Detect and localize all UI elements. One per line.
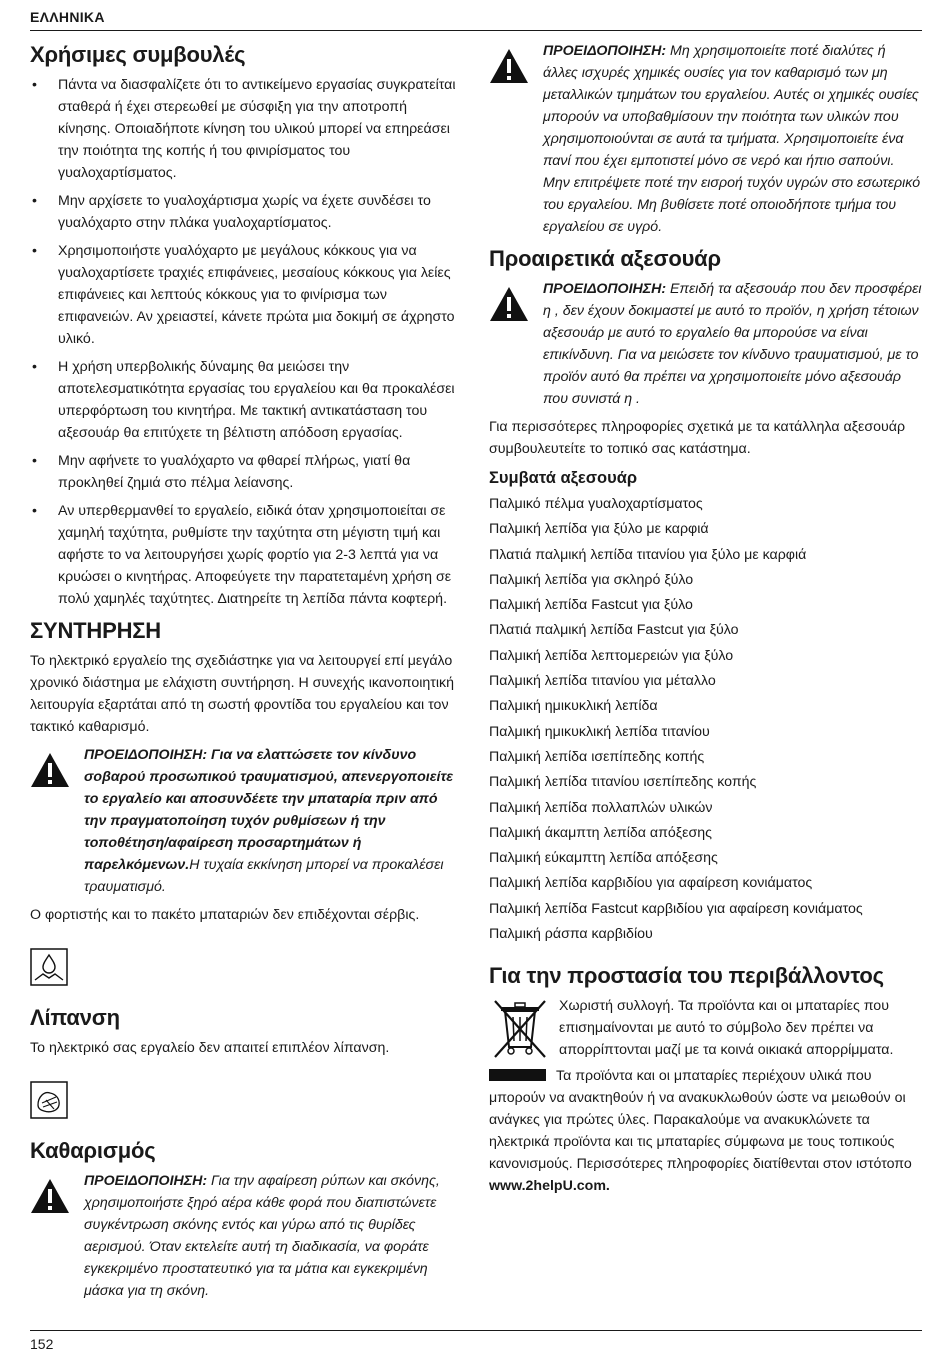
environment-text-2: Τα προϊόντα και οι μπαταρίες περιέχουν υλικά που μπορούν να ανακτηθούν ή να ανακυκλωθούν ώστε να μειωθούν οι ανάγκες για πρώτες ύλες. Παρακαλούμε να ανακυκλώνετε τα ηλεκτρικά προϊόντα και τις μπαταρίες σύμφωνα με τους τοπικούς κανονισμούς. Περισσότερες πληροφορίες διατίθενται στον ιστότοπο www.2helpU.com.	[489, 1068, 912, 1195]
list-item: Παλμική εύκαμπτη λεπίδα απόξεσης	[489, 850, 718, 867]
list-item: Παλμική λεπίδα ισεπίπεδης κοπής	[489, 748, 705, 765]
left-column	[30, 36, 462, 1308]
list-item: Παλμική λεπίδα Fastcut καρβιδίου για αφαίρεση κονιάματος	[489, 900, 863, 917]
list-item: Παλμική ράσπα καρβιδίου	[489, 926, 653, 943]
environment-text-1: Χωριστή συλλογή. Τα προϊόντα και οι μπαταρίες που επισημαίνονται με αυτό το σύμβολο δεν πρέπει να απορρίπτονται μαζί με τα κοινά οικιακά απορρίμματα.	[559, 998, 894, 1059]
bullet-icon: •	[32, 503, 37, 519]
list-item: Πλατιά παλμική λεπίδα Fastcut για ξύλο	[489, 622, 739, 639]
right-column	[489, 36, 923, 1203]
accessories-info: Για περισσότερες πληροφορίες σχετικά με τα κατάλληλα αξεσουάρ συμβουλευτείτε το τοπικό σας κατάστημα.	[489, 419, 906, 457]
list-item: • Πάντα να διασφαλίζετε ότι το αντικείμενο εργασίας συγκρατείται σταθερά ή έχει στερεωθεί με σύσφιξη για την αποτροπή κίνησης. Οποιαδήποτε κίνηση του υλικού μπορεί να επηρεάσει την ποιότητα της κοπής ή του φινιρίσματος του γυαλοχαρτίσματος.	[30, 74, 462, 184]
crossed-bin-icon	[489, 997, 551, 1059]
list-item: Πλατιά παλμική λεπίδα τιτανίου για ξύλο με καρφιά	[489, 546, 807, 563]
page-number: 152	[30, 1336, 54, 1352]
charger-text: Ο φορτιστής και το πακέτο μπαταριών δεν επιδέχονται σέρβις.	[30, 907, 420, 923]
compatible-title: Συμβατά αξεσουάρ	[489, 469, 638, 487]
list-item: • Χρησιμοποιήστε γυαλόχαρτο με μεγάλους κόκκους για να γυαλοχαρτίσετε τραχιές επιφάνειες, μεσαίους κόκκους για λείες επιφάνειες και λεπτούς κόκκους για το φινίρισμα των επιφανειών. Αν χρειαστεί, κάνετε πρώτα μια δοκιμή σε άχρηστο υλικό.	[30, 240, 462, 350]
accessories-title: Προαιρετικά αξεσουάρ	[489, 246, 721, 271]
list-item: Παλμική λεπίδα για ξύλο με καρφιά	[489, 521, 709, 538]
list-item: • Μην αφήνετε το γυαλόχαρτο να φθαρεί πλήρως, γιατί θα προκληθεί ζημιά στο πέλμα λείανσης.	[30, 450, 462, 494]
maintenance-text: Το ηλεκτρικό εργαλείο της σχεδιάστηκε για να λειτουργεί επί μεγάλο χρονικό διάστημα με ελάχιστη συντήρηση. Η συνεχής ικανοποιητική λειτουργία εξαρτάται από τη σωστή φροντίδα του εργαλείου και τον τακτικό καθαρισμό.	[30, 653, 455, 735]
compatible-list	[489, 492, 923, 947]
list-item: • Μην αρχίσετε το γυαλοχάρτισμα χωρίς να έχετε συνδέσει το γυαλόχαρτο στην πλάκα γυαλοχαρτίσματος.	[30, 190, 462, 234]
website-link[interactable]: www.2helpU.com.	[489, 1178, 610, 1195]
environment-title: Για την προστασία του περιβάλλοντος	[489, 963, 884, 989]
bullet-icon: •	[32, 243, 37, 259]
tips-title: Χρήσιμες συμβουλές	[30, 42, 246, 67]
list-item: Παλμική λεπίδα για σκληρό ξύλο	[489, 571, 694, 588]
warning-icon	[489, 48, 529, 84]
header-rule	[30, 30, 922, 31]
list-item: Παλμική λεπίδα τιτανίου για μέταλλο	[489, 673, 716, 690]
accessories-warning: ΠΡΟΕΙΔΟΠΟΙΗΣΗ: Επειδή τα αξεσουάρ που δεν προσφέρει η , δεν έχουν δοκιμαστεί με αυτό το προϊόν, η χρήση τέτοιων αξεσουάρ με αυτό το εργαλείο θα μπορούσε να είναι επικίνδυνη. Για να μειώσετε τον κίνδυνο τραυματισμού, με το προϊόν αυτό θα πρέπει να χρησιμοποιείτε μόνο αξεσουάρ που συνιστά η .	[489, 278, 923, 410]
bullet-icon: •	[32, 77, 37, 93]
list-item: Παλμική λεπίδα λεπτομερειών για ξύλο	[489, 647, 734, 664]
list-item: Παλμική λεπίδα Fastcut για ξύλο	[489, 597, 693, 614]
bullet-icon: •	[32, 453, 37, 469]
warning-icon	[30, 1178, 70, 1214]
environment-block	[489, 995, 923, 1197]
bullet-icon: •	[32, 193, 37, 209]
maintenance-title: ΣΥΝΤΗΡΗΣΗ	[30, 618, 161, 643]
list-item: Παλμική ημικυκλική λεπίδα τιτανίου	[489, 723, 710, 740]
footer-rule	[30, 1330, 922, 1331]
header-language: ΕΛΛΗΝΙΚΑ	[30, 9, 105, 25]
list-item: Παλμική λεπίδα πολλαπλών υλικών	[489, 799, 713, 816]
tips-list	[30, 74, 462, 610]
black-bar-icon	[489, 1069, 546, 1081]
bullet-icon: •	[32, 359, 37, 375]
maintenance-warning: ΠΡΟΕΙΔΟΠΟΙΗΣΗ: Για να ελαττώσετε τον κίνδυνο σοβαρού προσωπικού τραυματισμού, απενεργοποιείτε το εργαλείο και αποσυνδέετε την μπαταρία πριν από την πραγματοποίηση τυχόν ρυθμίσεων ή την τοποθέτηση/αφαίρεση προσαρτημάτων ή παρελκόμενων.Η τυχαία εκκίνηση μπορεί να προκαλέσει τραυματισμό.	[30, 744, 462, 898]
list-item: Παλμική λεπίδα τιτανίου ισεπίπεδης κοπής	[489, 774, 757, 791]
list-item: • Αν υπερθερμανθεί το εργαλείο, ειδικά όταν χρησιμοποιείται σε χαμηλή ταχύτητα, ρυθμίστε την ταχύτητα στη μέγιστη τιμή και αφήστε το να λειτουργήσει χωρίς φορτίο για 2-3 λεπτά για να κρυώσει ο κινητήρας. Αποφεύγετε την παρατεταμένη χρήση σε πολύ χαμηλές ταχύτητες. Διατηρείτε τη λεπίδα πάντα κοφτερή.	[30, 500, 462, 610]
lubrication-icon	[30, 948, 68, 986]
list-item: Παλμική ημικυκλική λεπίδα	[489, 698, 658, 715]
list-item: • Η χρήση υπερβολικής δύναμης θα μειώσει την αποτελεσματικότητα εργασίας του εργαλείου και θα προκαλέσει υπερφόρτωση του κινητήρα. Με τακτική αντικατάσταση του αξεσουάρ θα επιτύχετε τη βέλτιστη απόδοση εργασίας.	[30, 356, 462, 444]
lubrication-text: Το ηλεκτρικό σας εργαλείο δεν απαιτεί επιπλέον λίπανση.	[30, 1040, 390, 1056]
solvent-warning: ΠΡΟΕΙΔΟΠΟΙΗΣΗ: Μη χρησιμοποιείτε ποτέ διαλύτες ή άλλες ισχυρές χημικές ουσίες για τον καθαρισμό των μη μεταλλικών τμημάτων του εργαλείου. Αυτές οι χημικές ουσίες μπορούν να υποβαθμίσουν την ποιότητα των υλικών που χρησιμοποιούνται σε αυτά τα τμήματα. Χρησιμοποιείτε ένα πανί που έχει εμποτιστεί μόνο σε νερό και ήπιο σαπούνι. Μην επιτρέψετε ποτέ την εισροή τυχόν υγρών στο εσωτερικό του εργαλείου. Μη βυθίσετε ποτέ οποιοδήποτε τμήμα του εργαλείου σε υγρό.	[489, 40, 923, 238]
cleaning-title: Καθαρισμός	[30, 1138, 156, 1163]
list-item: Παλμική άκαμπτη λεπίδα απόξεσης	[489, 824, 712, 841]
lubrication-title: Λίπανση	[30, 1005, 120, 1030]
cleaning-icon	[30, 1081, 68, 1119]
warning-icon	[30, 752, 70, 788]
cleaning-warning: ΠΡΟΕΙΔΟΠΟΙΗΣΗ: Για την αφαίρεση ρύπων και σκόνης, χρησιμοποιήστε ξηρό αέρα κάθε φορά που διαπιστώνετε συγκέντρωση σκόνης εντός και γύρω από τις θυρίδες αερισμού. Όταν εκτελείτε αυτή τη διαδικασία, να φοράτε εγκεκριμένο προστατευτικό για τα μάτια και εγκεκριμένη μάσκα για τη σκόνη.	[30, 1170, 462, 1302]
list-item: Παλμική λεπίδα καρβιδίου για αφαίρεση κονιάματος	[489, 875, 813, 892]
warning-icon	[489, 286, 529, 322]
list-item: Παλμικό πέλμα γυαλοχαρτίσματος	[489, 496, 703, 512]
